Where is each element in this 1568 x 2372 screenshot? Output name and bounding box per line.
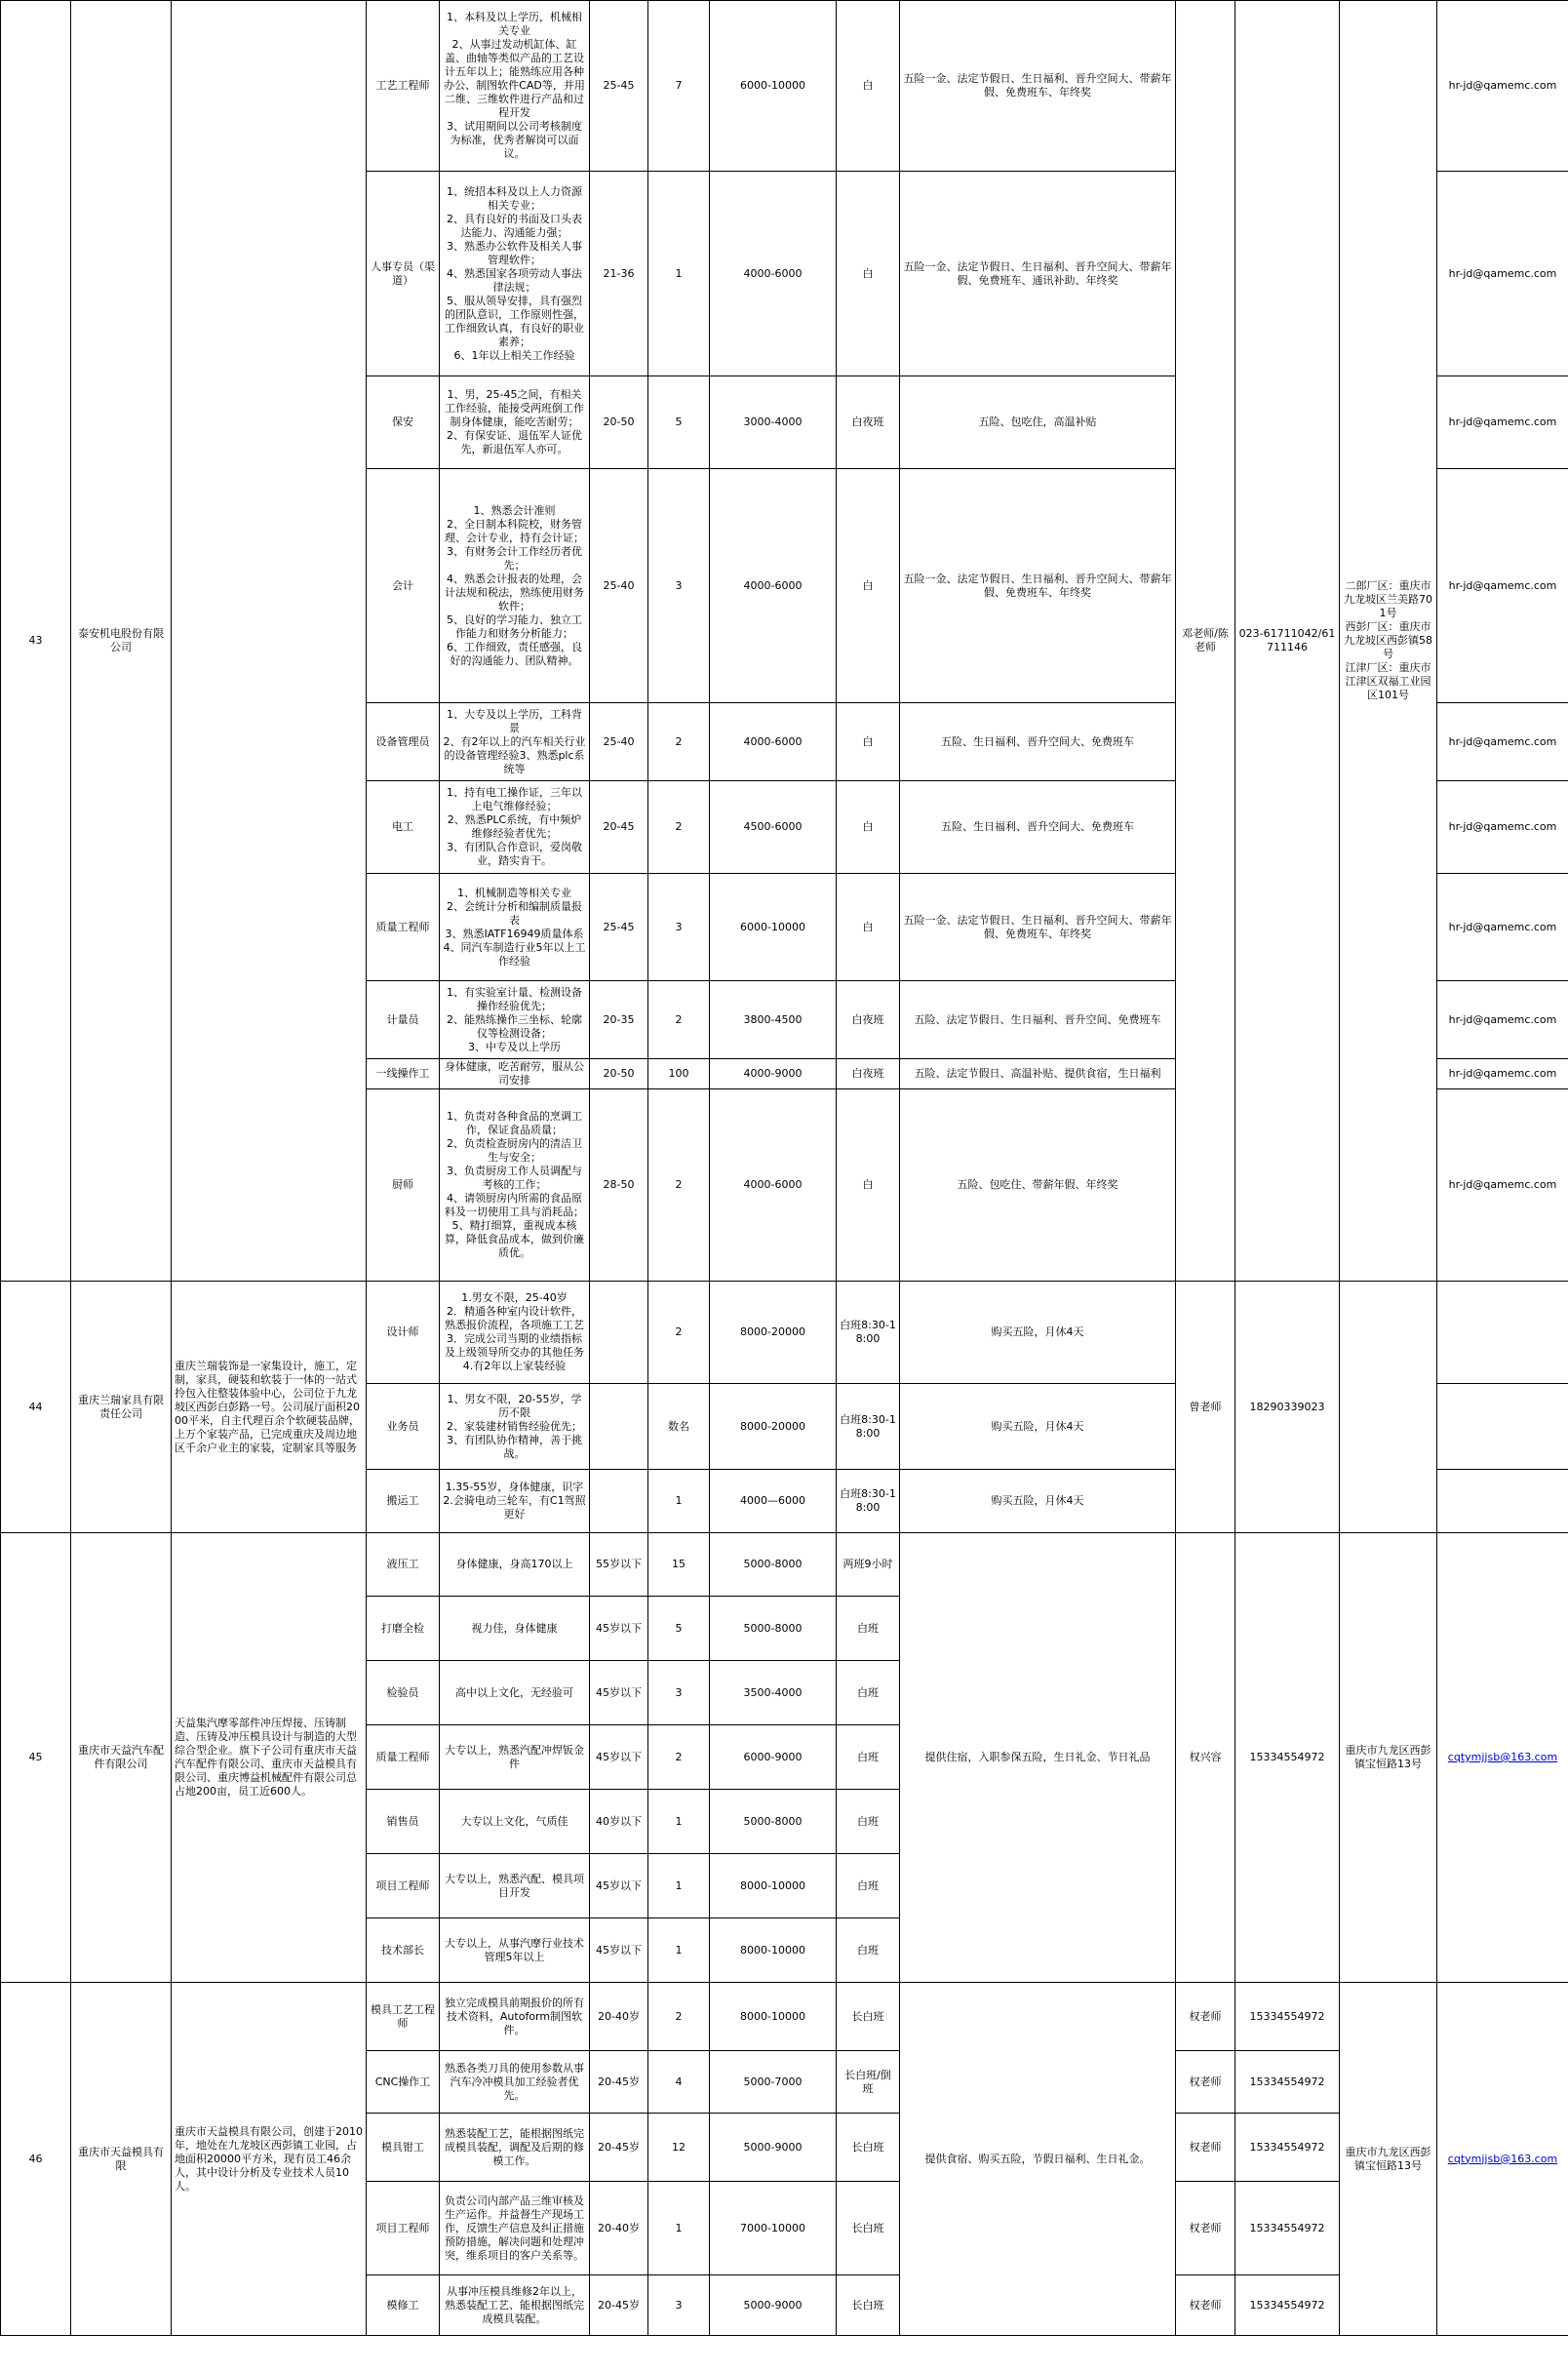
contact-email: hr-jd@qamemc.com <box>1437 469 1568 703</box>
company-intro: 重庆市天益模具有限公司，创建于2010年，地处在九龙坡区西彭镇工业园，占地面积20000平方米，现有员工46余人，其中设计分析及专业技术人员10人。 <box>172 1983 367 2336</box>
job-requirements: 1.男女不限，25-40岁 2．精通各种室内设计软件，熟悉报价流程，各项施工工艺 3．完成公司当期的业绩指标及上级领导所交办的其他任务 4.有2年以上家装经验 <box>440 1282 590 1384</box>
company-address <box>1340 1 1437 1282</box>
company-number: 44 <box>1 1282 71 1533</box>
job-benefits: 五险、包吃住，高温补贴 <box>900 376 1176 469</box>
job-title: 液压工 <box>367 1533 440 1597</box>
job-count: 1 <box>648 1854 710 1918</box>
job-title: 人事专员（渠道） <box>367 172 440 376</box>
company-intro <box>172 1 367 1282</box>
address-line: 二郎厂区：重庆市九龙坡区兰美路701号 西彭厂区：重庆市九龙坡区西彭镇58号 江津厂区：重庆市江津区双福工业园区101号 <box>1344 579 1432 701</box>
job-shift: 长白班 <box>837 2114 900 2182</box>
company-intro: 天益集汽摩零部件冲压焊接、压铸制造、压铸及冲压模具设计与制造的大型综合型企业。旗下子公司有重庆市天益汽车配件有限公司、重庆市天益模具有限公司、重庆博益机械配件有限公司总占地200亩，员工近600人。 <box>172 1533 367 1983</box>
job-requirements: 1、负责对各种食品的烹调工作，保证食品质量； 2、负责检查厨房内的清洁卫生与安全； 3、负责厨房工作人员调配与考核的工作； 4、请领厨房内所需的食品原料及一切使用工具与消耗品； 5、精打细算，重视成本核算，降低食品成本，做到价廉质优。 <box>440 1089 590 1282</box>
job-requirements: 1.35-55岁，身体健康，识字 2.会骑电动三轮车，有C1驾照更好 <box>440 1470 590 1533</box>
job-requirements: 1、持有电工操作证，三年以上电气维修经验； 2、熟悉PLC系统，有中频炉维修经验者优先； 3、有团队合作意识，爱岗敬业，踏实肯干。 <box>440 781 590 874</box>
job-requirements: 身体健康，吃苦耐劳，服从公司安排 <box>440 1059 590 1089</box>
job-salary: 4000—6000 <box>710 1470 837 1533</box>
job-requirements: 1、统招本科及以上人力资源相关专业； 2、具有良好的书面及口头表达能力、沟通能力强； 3、熟悉办公软件及相关人事管理软件； 4、熟悉国家各项劳动人事法律法规； 5、服从领导安排，具有强烈的团队意识，工作原则性强，工作细致认真，有良好的职业素养； 6、1年以上相关工作经验 <box>440 172 590 376</box>
job-count: 1 <box>648 1790 710 1854</box>
job-age: 20-45岁 <box>590 2114 648 2182</box>
job-title: 打磨全检 <box>367 1597 440 1661</box>
contact-email[interactable] <box>1437 1533 1568 1983</box>
job-shift: 白班 <box>837 1918 900 1983</box>
company-number: 43 <box>1 1 71 1282</box>
job-salary: 8000-10000 <box>710 1854 837 1918</box>
contact-email: hr-jd@qamemc.com <box>1437 1 1568 172</box>
job-benefits: 五险、法定节假日、生日福利、晋升空间、免费班车 <box>900 981 1176 1059</box>
job-age: 45岁以下 <box>590 1918 648 1983</box>
job-title: 模具工艺工程师 <box>367 1983 440 2051</box>
job-age: 40岁以下 <box>590 1790 648 1854</box>
job-benefits: 五险、法定节假日、高温补贴、提供食宿，生日福利 <box>900 1059 1176 1089</box>
job-salary: 4000-6000 <box>710 469 837 703</box>
job-shift: 白 <box>837 1089 900 1282</box>
job-benefits: 购买五险，月休4天 <box>900 1470 1176 1533</box>
job-benefits: 提供住宿，入职参保五险，生日礼金、节日礼品 <box>900 1533 1176 1983</box>
contact-phone: 15334554972 <box>1235 2182 1340 2275</box>
company-name: 泰安机电股份有限公司 <box>71 1 172 1282</box>
contact-email <box>1437 1470 1568 1533</box>
job-benefits: 五险、生日福利、晋升空间大、免费班车 <box>900 703 1176 781</box>
job-shift: 白夜班 <box>837 981 900 1059</box>
table-row <box>1 1 1568 172</box>
company-name: 重庆兰瑞家具有限责任公司 <box>71 1282 172 1533</box>
job-title: 会计 <box>367 469 440 703</box>
job-requirements: 1、男，25-45之间，有相关工作经验，能接受两班倒工作制身体健康，能吃苦耐劳； 2、有保安证、退伍军人证优先，新退伍军人亦可。 <box>440 376 590 469</box>
contact-email: hr-jd@qamemc.com <box>1437 703 1568 781</box>
job-benefits: 提供食宿、购买五险，节假日福利、生日礼金。 <box>900 1983 1176 2336</box>
job-title: 销售员 <box>367 1790 440 1854</box>
job-count: 15 <box>648 1533 710 1597</box>
job-age: 25-45 <box>590 874 648 981</box>
job-requirements: 熟悉装配工艺，能根据图纸完成模具装配，调配及后期的修模工作。 <box>440 2114 590 2182</box>
job-requirements: 1、大专及以上学历，工科背景 2、有2年以上的汽车相关行业的设备管理经验3、熟悉plc系统等 <box>440 703 590 781</box>
contact-email: hr-jd@qamemc.com <box>1437 1059 1568 1089</box>
job-title: 项目工程师 <box>367 2182 440 2275</box>
company-intro: 重庆兰瑞装饰是一家集设计，施工，定制，家具，硬装和软装于一体的一站式拎包入住整装体验中心，公司位于九龙坡区西彭白彭路一号。公司展厅面积2000平米，自主代理百余个软硬装品牌，上万个家装产品，已完成重庆及周边地区千余户业主的家装，定制家具等服务 <box>172 1282 367 1533</box>
job-age: 20-45 <box>590 781 648 874</box>
job-title: 厨师 <box>367 1089 440 1282</box>
job-age: 21-36 <box>590 172 648 376</box>
job-shift: 白 <box>837 1 900 172</box>
job-salary: 6000-9000 <box>710 1725 837 1790</box>
job-salary: 5000-7000 <box>710 2051 837 2114</box>
table-row <box>1 1983 1568 2051</box>
job-count: 7 <box>648 1 710 172</box>
contact-email[interactable] <box>1437 1983 1568 2336</box>
job-count: 2 <box>648 1725 710 1790</box>
job-count: 4 <box>648 2051 710 2114</box>
job-requirements: 熟悉各类刀具的使用参数从事汽车冷冲模具加工经验者优先。 <box>440 2051 590 2114</box>
job-count: 2 <box>648 1282 710 1384</box>
job-count: 1 <box>648 1918 710 1983</box>
job-age: 55岁以下 <box>590 1533 648 1597</box>
job-count: 3 <box>648 874 710 981</box>
job-salary: 5000-9000 <box>710 2275 837 2336</box>
job-title: CNC操作工 <box>367 2051 440 2114</box>
job-count: 1 <box>648 1470 710 1533</box>
job-shift: 白班 <box>837 1790 900 1854</box>
job-title: 保安 <box>367 376 440 469</box>
job-salary: 4500-6000 <box>710 781 837 874</box>
contact-phone: 18290339023 <box>1235 1282 1340 1533</box>
job-salary: 4000-6000 <box>710 703 837 781</box>
job-shift: 白班 <box>837 1854 900 1918</box>
job-title: 质量工程师 <box>367 874 440 981</box>
job-shift: 白 <box>837 703 900 781</box>
job-count: 1 <box>648 172 710 376</box>
job-age: 20-45岁 <box>590 2051 648 2114</box>
contact-email: hr-jd@qamemc.com <box>1437 172 1568 376</box>
contact-phone: 15334554972 <box>1235 2051 1340 2114</box>
job-requirements: 大专以上文化，气质佳 <box>440 1790 590 1854</box>
job-age <box>590 1384 648 1470</box>
contact-person: 权老师 <box>1176 2051 1235 2114</box>
job-title: 业务员 <box>367 1384 440 1470</box>
job-age: 20-40岁 <box>590 1983 648 2051</box>
job-requirements: 大专以上，从事汽摩行业技术管理5年以上 <box>440 1918 590 1983</box>
job-count: 5 <box>648 376 710 469</box>
job-salary: 5000-9000 <box>710 2114 837 2182</box>
job-count: 数名 <box>648 1384 710 1470</box>
job-count: 2 <box>648 1089 710 1282</box>
job-count: 1 <box>648 2182 710 2275</box>
job-shift: 白班8:30-18:00 <box>837 1282 900 1384</box>
company-address: 重庆市九龙区西彭镇宝恒路13号 <box>1340 1533 1437 1983</box>
company-address <box>1340 1282 1437 1533</box>
job-title: 电工 <box>367 781 440 874</box>
contact-phone: 15334554972 <box>1235 1983 1340 2051</box>
job-salary: 3000-4000 <box>710 376 837 469</box>
job-requirements: 大专以上，熟悉汽配冲焊钣金件 <box>440 1725 590 1790</box>
job-salary: 5000-8000 <box>710 1790 837 1854</box>
company-name: 重庆市天益模具有限 <box>71 1983 172 2336</box>
job-shift: 白班8:30-18:00 <box>837 1384 900 1470</box>
job-shift: 白班 <box>837 1725 900 1790</box>
job-shift: 白 <box>837 172 900 376</box>
job-title: 质量工程师 <box>367 1725 440 1790</box>
job-age: 45岁以下 <box>590 1725 648 1790</box>
job-benefits: 购买五险，月休4天 <box>900 1282 1176 1384</box>
contact-phone: 023-61711042/61711146 <box>1235 1 1340 1282</box>
contact-email: hr-jd@qamemc.com <box>1437 376 1568 469</box>
job-title: 搬运工 <box>367 1470 440 1533</box>
job-requirements: 视力佳，身体健康 <box>440 1597 590 1661</box>
job-title: 模修工 <box>367 2275 440 2336</box>
contact-person: 曾老师 <box>1176 1282 1235 1533</box>
contact-person: 权兴容 <box>1176 1533 1235 1983</box>
job-requirements: 大专以上，熟悉汽配、模具项目开发 <box>440 1854 590 1918</box>
contact-email <box>1437 1384 1568 1470</box>
job-requirements: 身体健康，身高170以上 <box>440 1533 590 1597</box>
job-requirements: 1、本科及以上学历，机械相关专业 2、从事过发动机缸体、缸盖、曲轴等类似产品的工艺设计五年以上；能熟练应用各种办公、制图软件CAD等，并用二维、三维软件进行产品和过程开发 3、试用期间以公司考核制度为标准，优秀者解岗可以面议。 <box>440 1 590 172</box>
job-salary: 3800-4500 <box>710 981 837 1059</box>
job-salary: 5000-8000 <box>710 1533 837 1597</box>
job-shift: 白班8:30-18:00 <box>837 1470 900 1533</box>
job-benefits: 五险一金、法定节假日、生日福利、晋升空间大、带薪年假、免费班车、年终奖 <box>900 1 1176 172</box>
job-salary: 6000-10000 <box>710 1 837 172</box>
job-shift: 两班9小时 <box>837 1533 900 1597</box>
job-count: 2 <box>648 703 710 781</box>
job-benefits: 五险一金、法定节假日、生日福利、晋升空间大、带薪年假、免费班车、年终奖 <box>900 874 1176 981</box>
job-salary: 8000-10000 <box>710 1918 837 1983</box>
job-age: 28-50 <box>590 1089 648 1282</box>
job-age: 20-35 <box>590 981 648 1059</box>
job-age: 45岁以下 <box>590 1854 648 1918</box>
contact-email: hr-jd@qamemc.com <box>1437 781 1568 874</box>
company-name: 重庆市天益汽车配件有限公司 <box>71 1533 172 1983</box>
job-benefits: 五险一金、法定节假日、生日福利、晋升空间大、带薪年假、免费班车、年终奖 <box>900 469 1176 703</box>
job-shift: 长白班 <box>837 2182 900 2275</box>
job-age <box>590 1470 648 1533</box>
job-salary: 4000-6000 <box>710 172 837 376</box>
job-shift: 白 <box>837 469 900 703</box>
job-requirements: 从事冲压模具维修2年以上，熟悉装配工艺、能根据图纸完成模具装配。 <box>440 2275 590 2336</box>
job-title: 一线操作工 <box>367 1059 440 1089</box>
job-salary: 5000-8000 <box>710 1597 837 1661</box>
job-count: 5 <box>648 1597 710 1661</box>
job-age: 45岁以下 <box>590 1661 648 1725</box>
job-age: 20-40岁 <box>590 2182 648 2275</box>
job-age: 25-40 <box>590 703 648 781</box>
job-count: 2 <box>648 1983 710 2051</box>
contact-person: 权老师 <box>1176 2275 1235 2336</box>
job-benefits: 购买五险，月休4天 <box>900 1384 1176 1470</box>
job-age: 20-50 <box>590 1059 648 1089</box>
contact-email: hr-jd@qamemc.com <box>1437 981 1568 1059</box>
contact-person: 权老师 <box>1176 1983 1235 2051</box>
job-age: 20-45岁 <box>590 2275 648 2336</box>
job-salary: 6000-10000 <box>710 874 837 981</box>
job-requirements: 1、有实验室计量、检测设备操作经验优先； 2、能熟练操作三坐标、轮廓仪等检测设备； 3、中专及以上学历 <box>440 981 590 1059</box>
job-count: 3 <box>648 1661 710 1725</box>
contact-person: 权老师 <box>1176 2114 1235 2182</box>
job-count: 2 <box>648 781 710 874</box>
job-shift: 长白班 <box>837 2275 900 2336</box>
table-row <box>1 1282 1568 1384</box>
job-benefits: 五险、生日福利、晋升空间大、免费班车 <box>900 781 1176 874</box>
job-title: 计量员 <box>367 981 440 1059</box>
job-requirements: 高中以上文化，无经验可 <box>440 1661 590 1725</box>
contact-phone: 15334554972 <box>1235 1533 1340 1983</box>
job-shift: 长白班 <box>837 1983 900 2051</box>
contact-person: 邓老师/陈老师 <box>1176 1 1235 1282</box>
contact-email: hr-jd@qamemc.com <box>1437 1089 1568 1282</box>
job-age: 45岁以下 <box>590 1597 648 1661</box>
company-address: 重庆市九龙区西彭镇宝恒路13号 <box>1340 1983 1437 2336</box>
job-salary: 4000-6000 <box>710 1089 837 1282</box>
table-row <box>1 1533 1568 1597</box>
job-shift: 白夜班 <box>837 376 900 469</box>
email-link[interactable]: cqtymjjsb@163.com <box>1447 2152 1558 2165</box>
job-title: 检验员 <box>367 1661 440 1725</box>
job-salary: 8000-20000 <box>710 1282 837 1384</box>
job-salary: 4000-9000 <box>710 1059 837 1089</box>
job-shift: 白 <box>837 781 900 874</box>
job-title: 设备管理员 <box>367 703 440 781</box>
job-count: 12 <box>648 2114 710 2182</box>
job-count: 100 <box>648 1059 710 1089</box>
job-title: 项目工程师 <box>367 1854 440 1918</box>
contact-phone: 15334554972 <box>1235 2114 1340 2182</box>
job-shift: 白夜班 <box>837 1059 900 1089</box>
company-number: 46 <box>1 1983 71 2336</box>
job-requirements: 1、机械制造等相关专业 2、会统计分析和编制质量报表 3、熟悉IATF16949质量体系 4、同汽车制造行业5年以上工作经验 <box>440 874 590 981</box>
company-number: 45 <box>1 1533 71 1983</box>
job-age <box>590 1282 648 1384</box>
job-title: 模具钳工 <box>367 2114 440 2182</box>
job-shift: 白班 <box>837 1661 900 1725</box>
contact-person: 权老师 <box>1176 2182 1235 2275</box>
job-age: 25-40 <box>590 469 648 703</box>
email-link[interactable]: cqtymjjsb@163.com <box>1447 1751 1558 1763</box>
job-benefits: 五险一金、法定节假日、生日福利、晋升空间大、带薪年假、免费班车、通讯补助、年终奖 <box>900 172 1176 376</box>
job-age: 25-45 <box>590 1 648 172</box>
contact-email <box>1437 1282 1568 1384</box>
contact-email: hr-jd@qamemc.com <box>1437 874 1568 981</box>
job-requirements: 1、男女不限，20-55岁，学历不限 2、家装建材销售经验优先； 3、有团队协作精神，善于挑战。 <box>440 1384 590 1470</box>
job-salary: 7000-10000 <box>710 2182 837 2275</box>
job-requirements: 1、熟悉会计准则 2、全日制本科院校，财务管理、会计专业，持有会计证； 3、有财务会计工作经历者优先； 4、熟悉会计报表的处理，会计法规和税法，熟练使用财务软件； 5、良好的学习能力、独立工作能力和财务分析能力； 6、工作细致，责任感强，良好的沟通能力、团队精神。 <box>440 469 590 703</box>
job-requirements: 独立完成模具前期报价的所有技术资料，Autoform制图软件。 <box>440 1983 590 2051</box>
job-salary: 3500-4000 <box>710 1661 837 1725</box>
contact-phone: 15334554972 <box>1235 2275 1340 2336</box>
job-title: 工艺工程师 <box>367 1 440 172</box>
job-salary: 8000-20000 <box>710 1384 837 1470</box>
job-shift: 白 <box>837 874 900 981</box>
job-salary: 8000-10000 <box>710 1983 837 2051</box>
job-benefits: 五险、包吃住、带薪年假、年终奖 <box>900 1089 1176 1282</box>
job-shift: 长白班/倒班 <box>837 2051 900 2114</box>
job-title: 技术部长 <box>367 1918 440 1983</box>
job-age: 20-50 <box>590 376 648 469</box>
job-count: 2 <box>648 981 710 1059</box>
job-requirements: 负责公司内部产品三维审核及生产运作。并益督生产现场工作，反馈生产信息及纠正措施预防措施，解决问题和处理冲突，维系项目的客户关系等。 <box>440 2182 590 2275</box>
job-count: 3 <box>648 2275 710 2336</box>
job-count: 3 <box>648 469 710 703</box>
job-title: 设计师 <box>367 1282 440 1384</box>
job-shift: 白班 <box>837 1597 900 1661</box>
